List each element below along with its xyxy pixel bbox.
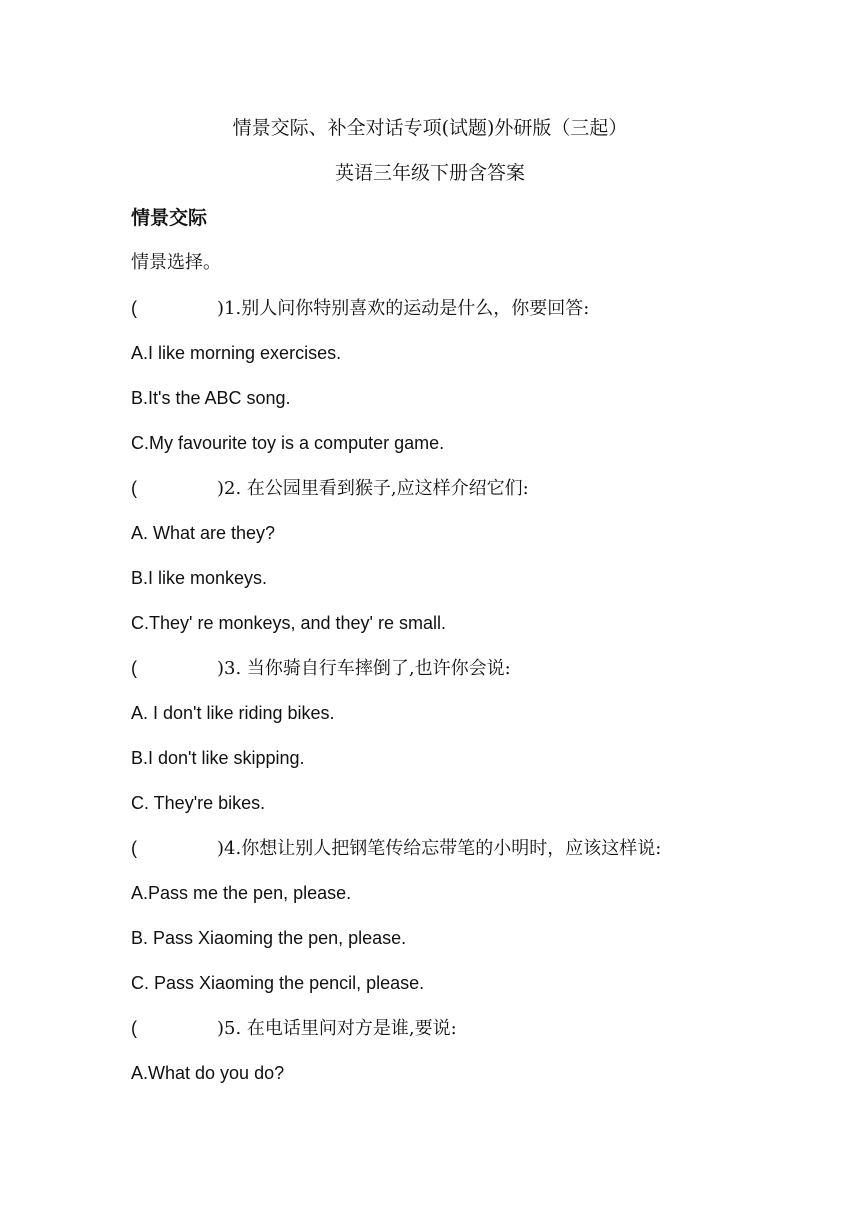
question-2-option-a: A. What are they?	[131, 523, 276, 543]
question-1-option-b: B.It's the ABC song.	[131, 388, 291, 408]
question-1-option-a: A.I like morning exercises.	[131, 343, 342, 363]
question-1-stem: )1.别人问你特别喜欢的运动是什么，你要回答:	[217, 298, 590, 319]
question-5-stem-row	[131, 1016, 457, 1041]
question-2-option-b: B.I like monkeys.	[131, 568, 268, 588]
question-1-stem-row	[131, 296, 589, 321]
question-4-option-b: B. Pass Xiaoming the pen, please.	[131, 928, 407, 948]
question-3-option-c: C. They're bikes.	[131, 793, 266, 813]
question-5-option-a: A.What do you do?	[131, 1063, 285, 1083]
question-1-option-c: C.My favourite toy is a computer game.	[131, 433, 445, 453]
question-3-option-a: A. I don't like riding bikes.	[131, 703, 335, 723]
answer-blank-open-paren: (	[131, 478, 137, 498]
answer-blank-open-paren: (	[131, 298, 137, 318]
question-3-stem: )3. 当你骑自行车摔倒了,也许你会说:	[217, 658, 511, 679]
answer-blank-open-paren: (	[131, 658, 137, 678]
answer-blank-open-paren: (	[131, 838, 137, 858]
question-2-stem: )2. 在公园里看到猴子,应这样介绍它们:	[217, 478, 529, 499]
question-4-stem-row	[131, 836, 661, 861]
question-4-option-c: C. Pass Xiaoming the pencil, please.	[131, 973, 425, 993]
question-3-stem-row	[131, 656, 511, 681]
document-title-line1: 情景交际、补全对话专项(试题)外研版（三起）	[232, 117, 628, 139]
answer-blank-open-paren: (	[131, 1018, 137, 1038]
question-4-option-a: A.Pass me the pen, please.	[131, 883, 352, 903]
question-5-stem: )5. 在电话里问对方是谁,要说:	[217, 1018, 457, 1039]
instruction-text: 情景选择。	[131, 252, 221, 273]
question-2-stem-row	[131, 476, 529, 501]
question-4-stem: )4.你想让别人把钢笔传给忘带笔的小明时，应该这样说:	[217, 838, 662, 859]
document-title-line2: 英语三年级下册含答案	[334, 162, 525, 184]
question-2-option-c: C.They' re monkeys, and they' re small.	[131, 613, 446, 633]
section-heading: 情景交际	[131, 207, 208, 229]
question-3-option-b: B.I don't like skipping.	[131, 748, 305, 768]
